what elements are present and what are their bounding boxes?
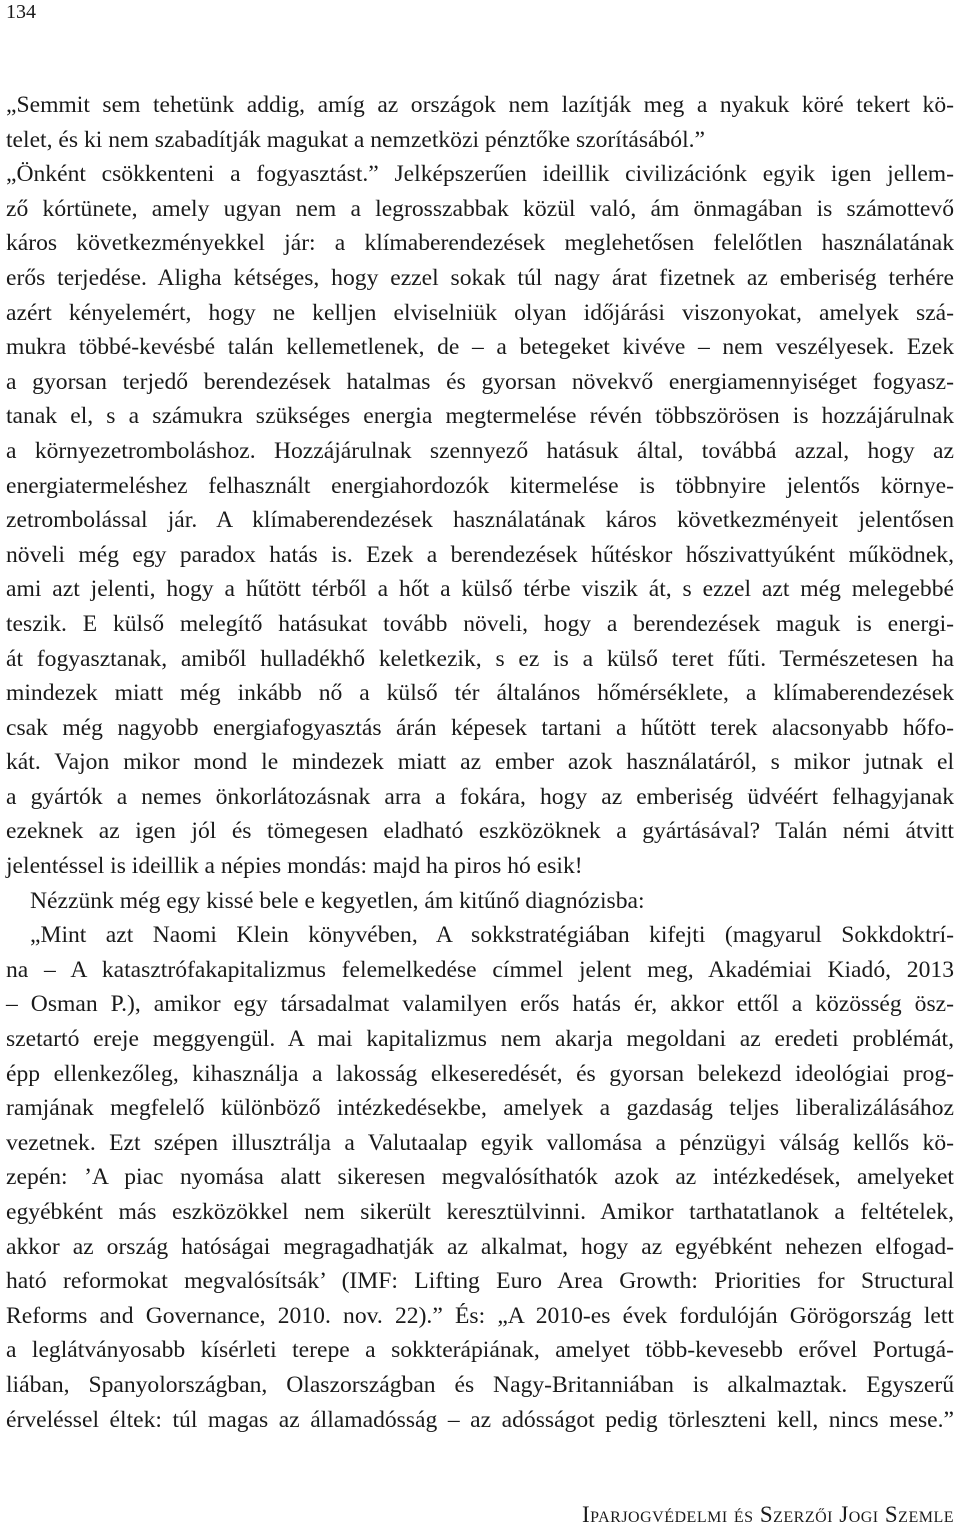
text-line: a környezetromboláshoz. Hozzájárulnak szennyező hatásuk által, továbbá azzal, hogy az xyxy=(6,437,954,464)
text-line: – Osman P.), amikor egy társadalmat valamilyen erős hatás ér, akkor ettől a közösség ösz- xyxy=(6,991,954,1018)
text-line: kát. Vajon mikor mond le mindezek miatt az ember azok használatáról, s mikor jutnak el xyxy=(6,749,954,776)
text-line: ami azt jelenti, hogy a hűtött térből a hőt a külső térbe viszik át, s ezzel azt még melegebbé xyxy=(6,576,954,603)
text-line: a gyártók a nemes önkorlátozásnak arra a fokára, hogy az emberiség üdvéért felhagyjanak xyxy=(6,783,954,810)
text-line: energiatermeléshez felhasznált energiahordozók kitermelése is többnyire jelentős környe- xyxy=(6,472,954,499)
text-line: a gyorsan terjedő berendezések hatalmas és gyorsan növekvő energiamennyiséget fogyasz- xyxy=(6,368,954,395)
text-line: szetartó ereje meggyengül. A mai kapitalizmus nem akarja megoldani az eredeti problémát, xyxy=(6,1026,954,1053)
body-text xyxy=(6,88,954,1437)
text-line: telet, és ki nem szabadítják magukat a nemzetközi pénztőke szorításából.” xyxy=(6,126,706,153)
text-line: zepén: ’A piac nyomása alatt sikeresen megvalósíthatók azok az intézkedések, amelyeket xyxy=(6,1164,954,1191)
text-line: zetrombolással jár. A klímaberendezések használatának káros következményeit jelentősen xyxy=(6,507,954,534)
text-line: tanak el, s a számukra szükséges energia megtermelése révén többszörösen is hozzájárulnak xyxy=(6,403,954,430)
text-line: egyébként más eszközökkel nem sikerült keresztülvinni. Amikor tarthatatlanok a feltételek, xyxy=(6,1199,954,1225)
text-line: ramjának megfelelő különböző intézkedésekbe, amelyek a gazdaság teljes liberalizálásához xyxy=(6,1095,954,1122)
text-line: káros következményekkel jár: a klímaberendezések meglehetősen felelőtlen használatának xyxy=(6,230,954,257)
text-line: ző kórtünete, amely ugyan nem a legrosszabbak közül való, ám önmagában is számottevő xyxy=(6,195,954,222)
text-line: vezetnek. Ezt szépen illusztrálja a Valutaalap egyik vallomása a pénzügyi válság kellős kö- xyxy=(6,1129,954,1156)
text-line: mindezek miatt még inkább nő a külső tér általános hőmérséklete, a klímaberendezések xyxy=(6,680,954,707)
text-line: Nézzünk még egy kissé bele e kegyetlen, ám kitűnő diagnózisba: xyxy=(30,887,645,914)
text-line: ható reformokat megvalósítsák’ (IMF: Lifting Euro Area Growth: Priorities for Structural xyxy=(6,1268,954,1295)
text-line: na – A katasztrófakapitalizmus felemelkedése címmel jelent meg, Akadémiai Kiadó, 2013 xyxy=(6,956,954,983)
text-line: épp ellenkezőleg, kihasználja a lakosság elkeseredését, és gyorsan belekezd ideológiai prog- xyxy=(6,1060,954,1087)
text-line: át fogyasztanak, amiből hulladékhő keletkezik, s ez is a külső teret fűti. Természetesen ha xyxy=(6,645,954,672)
text-line: ezeknek az igen jól és tömegesen eladható eszközöknek a gyártásával? Talán némi átvitt xyxy=(6,818,954,845)
text-line: mukra többé-kevésbé talán kellemetlenek, de – a betegeket kivéve – nem veszélyesek. Ezek xyxy=(6,334,954,361)
page-number: 134 xyxy=(6,1,36,23)
text-line: azért kényelemért, hogy ne kelljen elviselniük olyan időjárási viszonyokat, amelyek szá- xyxy=(6,299,954,326)
text-line: érveléssel éltek: túl magas az államadósság – az adósságot pedig törleszteni kell, nincs mese.” xyxy=(6,1406,954,1433)
text-line: a leglátványosabb kísérleti terepe a sokkterápiának, amelyet több-kevesebb erővel Portugá- xyxy=(6,1337,954,1364)
text-line: növeli még egy paradox hatás is. Ezek a berendezések hűtéskor hőszivattyúként működnek, xyxy=(6,541,954,568)
text-line: „Önként csökkenteni a fogyasztást.” Jelképszerűen ideillik civilizációnk egyik igen jellem- xyxy=(6,161,954,188)
text-line: liában, Spanyolországban, Olaszországban és Nagy-Britanniában is alkalmaztak. Egyszerű xyxy=(6,1371,954,1398)
text-line: „Semmit sem tehetünk addig, amíg az országok nem lazítják meg a nyakuk köré tekert kö- xyxy=(6,92,954,118)
text-line: csak még nagyobb energiafogyasztás árán képesek tartani a hűtött terek alacsonyabb hőfo- xyxy=(6,714,954,741)
text-line: erős terjedése. Aligha kétséges, hogy ezzel sokak túl nagy árat fizetnek az emberiség terhére xyxy=(6,264,954,291)
journal-title-footer: Iparjogvédelmi és Szerzői Jogi Szemle xyxy=(582,1502,954,1527)
text-line: teszik. E külső melegítő hatásukat tovább növeli, hogy a berendezések maguk is energi- xyxy=(6,610,954,637)
text-line: akkor az ország hatóságai megragadhatják az alkalmat, hogy az egyébként nehezen elfogad- xyxy=(6,1233,954,1260)
text-line: „Mint azt Naomi Klein könyvében, A sokkstratégiában kifejti (magyarul Sokkdoktrí- xyxy=(30,922,954,949)
text-line: jelentéssel is ideillik a népies mondás: majd ha piros hó esik! xyxy=(6,853,583,880)
text-line: Reforms and Governance, 2010. nov. 22).” És: „A 2010-es évek fordulóján Görögország lett xyxy=(6,1302,954,1329)
